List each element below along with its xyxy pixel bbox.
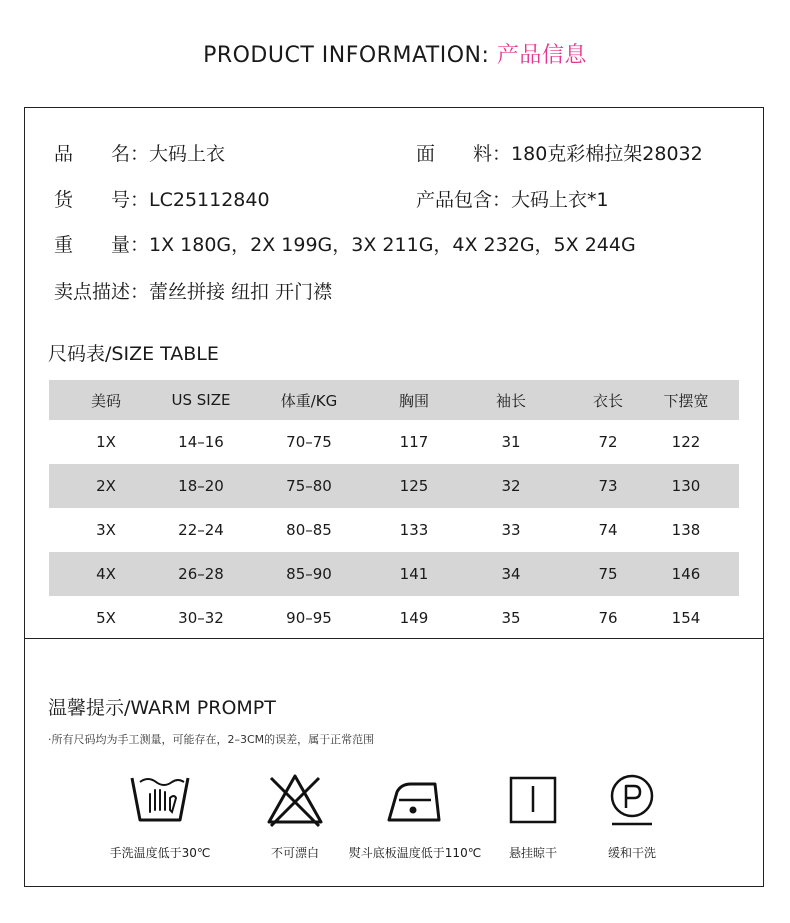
- care-item-hand-wash: [100, 770, 220, 861]
- info-sku: [54, 185, 270, 212]
- care-item-gentle-dry-clean: [572, 770, 692, 861]
- table-cell: 141: [399, 565, 429, 583]
- table-row: [49, 596, 739, 640]
- table-cell: 32: [501, 477, 521, 495]
- size-table: [49, 380, 739, 640]
- table-row: [49, 552, 739, 596]
- table-header-row: [49, 380, 739, 420]
- table-cell: 4X: [96, 565, 116, 583]
- table-cell: 73: [598, 477, 618, 495]
- table-cell: 30–32: [178, 609, 224, 627]
- table-cell: 133: [399, 521, 429, 539]
- table-cell: 154: [671, 609, 701, 627]
- table-header-cell: 美码: [90, 391, 121, 410]
- warm-prompt-title: 温馨提示/WARM PROMPT: [48, 697, 276, 719]
- table-header-cell: 衣长: [592, 391, 623, 410]
- table-cell: 22–24: [178, 521, 224, 539]
- table-cell: 18–20: [178, 477, 224, 495]
- table-cell: 76: [598, 609, 618, 627]
- info-weight-label: 重 量：: [54, 234, 150, 256]
- table-row: [49, 464, 739, 508]
- care-item-iron: [345, 770, 485, 861]
- table-cell: 72: [598, 433, 618, 451]
- info-selling-label: 卖点描述：: [54, 281, 150, 303]
- table-cell: 31: [501, 433, 521, 451]
- info-selling: [54, 277, 332, 304]
- table-cell: 125: [399, 477, 429, 495]
- table-cell: 14–16: [178, 433, 224, 451]
- table-cell: 34: [501, 565, 521, 583]
- table-cell: 80–85: [286, 521, 332, 539]
- table-cell: 5X: [96, 609, 116, 627]
- care-label: 缓和干洗: [607, 846, 656, 860]
- care-label: 熨斗底板温度低于110℃: [348, 846, 482, 860]
- table-cell: 1X: [96, 433, 116, 451]
- table-cell: 75–80: [286, 477, 332, 495]
- table-cell: 2X: [96, 477, 116, 495]
- table-cell: 85–90: [286, 565, 332, 583]
- table-cell: 146: [671, 565, 701, 583]
- table-header-cell: 袖长: [495, 391, 526, 410]
- table-cell: 130: [671, 477, 701, 495]
- table-cell: 3X: [96, 521, 116, 539]
- care-label: 悬挂晾干: [508, 846, 557, 860]
- info-package-value: 大码上衣*1: [511, 189, 609, 211]
- table-cell: 122: [671, 433, 701, 451]
- table-row: [49, 420, 739, 464]
- hang-dry-icon: [501, 770, 565, 830]
- table-cell: 33: [501, 521, 521, 539]
- info-weight-value: 1X 180G，2X 199G，3X 211G，4X 232G，5X 244G: [149, 234, 636, 256]
- info-package-label: 产品包含：: [416, 189, 512, 211]
- info-weight: [54, 230, 636, 257]
- header-chinese: 产品信息: [496, 43, 587, 68]
- info-fabric: [416, 139, 703, 166]
- info-package: [416, 185, 609, 212]
- table-cell: 149: [399, 609, 429, 627]
- table-header-cell: 胸围: [398, 391, 429, 410]
- page-header: [0, 38, 790, 69]
- size-table-title: 尺码表/SIZE TABLE: [48, 343, 219, 365]
- table-cell: 138: [671, 521, 701, 539]
- table-cell: 35: [501, 609, 521, 627]
- table-cell: 74: [598, 521, 618, 539]
- info-name: [54, 139, 225, 166]
- info-fabric-label: 面 料：: [416, 143, 512, 165]
- info-sku-label: 货 号：: [54, 189, 150, 211]
- iron-icon: [383, 770, 447, 830]
- info-name-value: 大码上衣: [149, 143, 226, 165]
- header-english: PRODUCT INFORMATION:: [203, 43, 497, 68]
- table-cell: 117: [399, 433, 429, 451]
- hand-wash-icon: [128, 770, 192, 830]
- table-row: [49, 508, 739, 552]
- info-name-label: 品 名：: [54, 143, 150, 165]
- info-sku-value: LC25112840: [149, 189, 270, 211]
- table-cell: 70–75: [286, 433, 332, 451]
- table-cell: 90–95: [286, 609, 332, 627]
- care-label: 手洗温度低于30℃: [109, 846, 211, 860]
- table-header-cell: 下摆宽: [663, 391, 709, 410]
- no-bleach-icon: [263, 770, 327, 830]
- care-item-no-bleach: [235, 770, 355, 861]
- table-header-cell: 体重/KG: [280, 391, 338, 410]
- info-selling-value: 蕾丝拼接 纽扣 开门襟: [149, 281, 333, 303]
- table-header-cell: US SIZE: [171, 391, 231, 409]
- table-cell: 75: [598, 565, 618, 583]
- care-label: 不可漂白: [270, 846, 319, 860]
- measurement-note: ·所有尺码均为手工测量，可能存在，2–3CM的误差，属于正常范围: [48, 733, 375, 746]
- gentle-dry-clean-icon: [600, 770, 664, 830]
- info-fabric-value: 180克彩棉拉架28032: [511, 143, 703, 165]
- table-cell: 26–28: [178, 565, 224, 583]
